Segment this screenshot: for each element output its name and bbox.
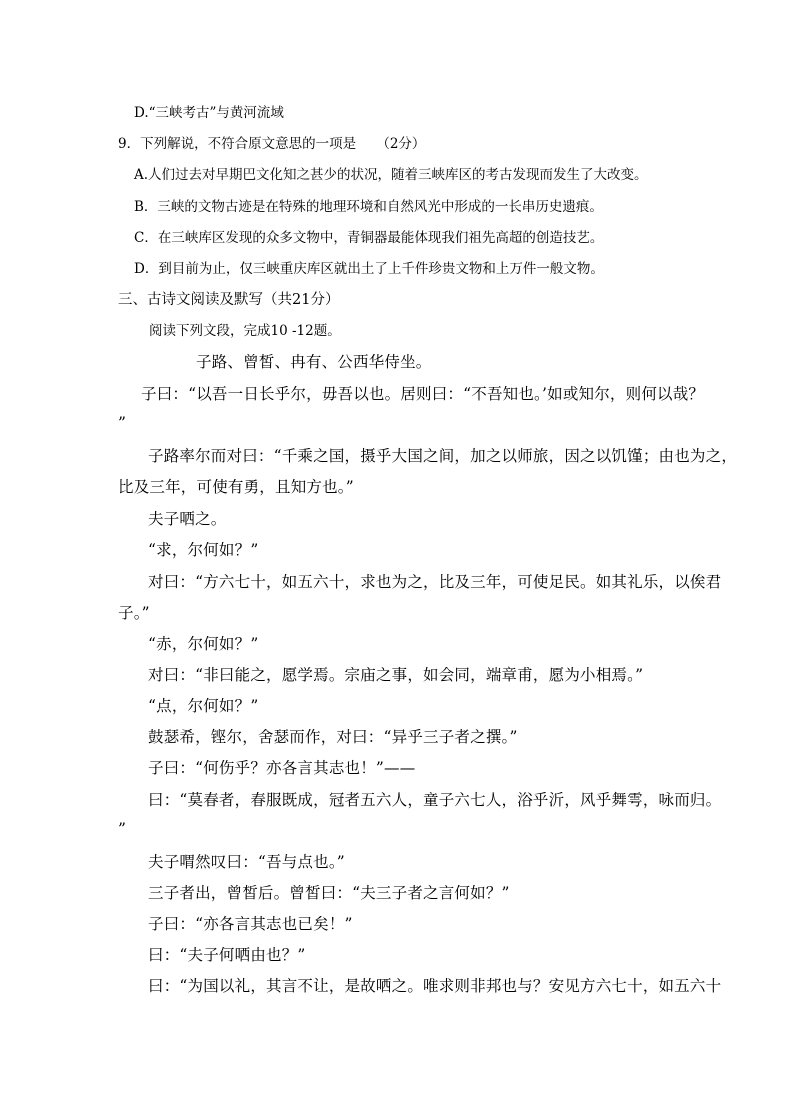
question-9-stem: 9．下列解说，不符合原文意思的一项是 （2分） [118, 136, 426, 152]
question-9-option-a: A.人们过去对早期巴文化知之甚少的状况，随着三峡库区的考古发现而发生了大改变。 [134, 167, 648, 183]
question-9-option-c: C．在三峡库区发现的众多文物中，青铜器最能体现我们祖先高超的创造技艺。 [134, 230, 604, 246]
passage-line: 曰：“为国以礼，其言不让，是故哂之。唯求则非邦也与？安见方六七十，如五六十 [148, 977, 722, 995]
passage-line: “求，尔何如？” [148, 541, 259, 559]
passage-line: “赤，尔何如？” [148, 635, 259, 653]
passage-line: 子曰：“以吾一日长乎尔，毋吾以也。居则曰：“不吾知也。’如或知尔，则何以哉？ [141, 385, 705, 403]
passage-line: 三子者出，曾皙后。曾皙曰：“夫三子者之言何如？” [148, 884, 510, 902]
passage-line: 曰：“夫子何哂由也？” [148, 946, 306, 964]
passage-line: 子。” [118, 604, 150, 622]
passage-line: 对曰：“方六七十，如五六十，求也为之，比及三年，可使足民。如其礼乐，以俟君 [148, 573, 722, 591]
passage-line: ” [118, 820, 127, 838]
passage-line: 夫子哂之。 [148, 510, 227, 528]
option-d-prev: D.“三峡考古”与黄河流域 [134, 105, 284, 121]
passage-line: 比及三年，可使有勇，且知方也。” [118, 478, 354, 496]
section-3-instruction: 阅读下列文段，完成10 -12题。 [149, 323, 341, 339]
question-9-option-b: B．三峡的文物古迹是在特殊的地理环境和自然风光中形成的一长串历史遗痕。 [134, 199, 603, 215]
passage-line: ” [118, 414, 127, 432]
section-3-heading: 三、古诗文阅读及默写（共21分） [118, 292, 340, 308]
passage-line: 曰：“莫春者，春服既成，冠者五六人，童子六七人，浴乎沂，风乎舞雩，咏而归。 [148, 791, 722, 809]
passage-line: 鼓瑟希，铿尔，舍瑟而作，对曰：“异乎三子者之撰。” [148, 728, 518, 746]
passage-line: 子曰：“何伤乎？亦各言其志也！”—— [148, 759, 416, 777]
passage-line: 夫子喟然叹曰：“吾与点也。” [148, 853, 345, 871]
passage-line: “点，尔何如？” [148, 697, 259, 715]
passage-line: 子路率尔而对曰：“千乘之国，摄乎大国之间，加之以师旅，因之以饥馑；由也为之， [148, 447, 738, 465]
passage-line: 对曰：“非曰能之，愿学焉。宗庙之事，如会同，端章甫，愿为小相焉。” [148, 666, 644, 684]
passage-title: 子路、曾皙、冉有、公西华侍坐。 [196, 353, 432, 371]
passage-line: 子曰：“亦各言其志也已矣！” [148, 915, 353, 933]
question-9-option-d: D．到目前为止，仅三峡重庆库区就出土了上千件珍贵文物和上万件一般文物。 [134, 261, 604, 277]
